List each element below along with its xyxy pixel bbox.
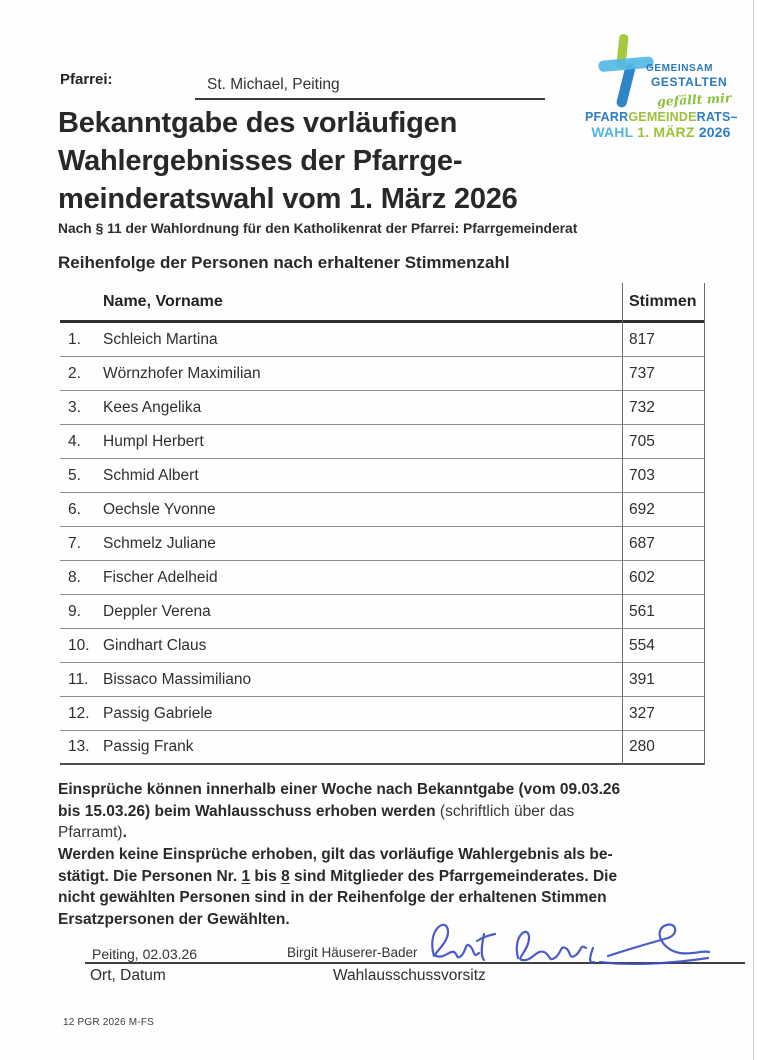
header-votes-cell: Stimmen — [629, 292, 697, 310]
row-votes-cell: 687 — [629, 534, 655, 552]
row-name-cell: Humpl Herbert — [103, 432, 204, 450]
row-name-cell: Passig Frank — [103, 738, 194, 755]
table-row — [60, 425, 705, 459]
pfarrei-underline — [195, 98, 545, 100]
signature-handwriting — [418, 906, 713, 984]
header-name-cell: Name, Vorname — [103, 292, 223, 310]
paragraph-line — [58, 801, 710, 823]
paragraph-line — [58, 822, 710, 844]
text-segment: nicht gewählten Personen sind in der Reihenfolge der erhaltenen Stimmen — [58, 889, 607, 906]
row-rank-cell: 11. — [68, 670, 89, 688]
row-votes-cell: 391 — [629, 670, 655, 688]
row-votes-cell: 692 — [629, 500, 655, 518]
row-name-cell: Passig Gabriele — [103, 704, 213, 722]
text-segment: 2026 — [698, 124, 731, 140]
text-segment: GEMEINDE — [628, 110, 697, 124]
row-votes-cell: 732 — [629, 398, 655, 416]
table-row — [60, 323, 705, 357]
table-right-border — [704, 283, 705, 765]
row-votes-cell: 561 — [629, 602, 655, 620]
text-segment: stätigt. Die Personen Nr. — [58, 867, 242, 885]
section-heading: Reihenfolge der Personen nach erhaltener Stimmenzahl — [58, 253, 510, 272]
paragraph-line — [58, 866, 710, 888]
row-name-cell: Bissaco Massimiliano — [103, 670, 252, 688]
text-segment: Werden keine Einsprüche erhoben, gilt das vorläufige Wahlergebnis als be- — [58, 846, 613, 863]
row-rank-cell: 8. — [68, 568, 81, 586]
text-segment: (schriftlich über das — [439, 802, 575, 820]
title-line-1: Bekanntgabe des vorläufigen — [58, 107, 458, 139]
logo-text-gestalten: GESTALTEN — [651, 75, 728, 89]
table-row — [60, 731, 705, 765]
table-row — [60, 595, 705, 629]
table-body — [60, 323, 705, 765]
text-segment: Ersatzpersonen der Gewählten. — [58, 910, 290, 928]
row-votes-cell: 737 — [629, 364, 655, 382]
row-rank-cell: 12. — [68, 704, 90, 722]
paragraph-line — [58, 779, 710, 801]
table-row — [60, 357, 705, 391]
text-segment: 8 — [281, 867, 290, 885]
table-header-row — [60, 283, 705, 323]
text-segment: sind Mitglieder des Pfarrgemeinderates. Die — [289, 867, 618, 885]
row-rank-cell: 1. — [68, 330, 81, 348]
row-name-cell: Schmelz Juliane — [103, 534, 216, 552]
text-segment: PFARR — [585, 110, 629, 124]
pfarrei-label: Pfarrei: — [60, 71, 113, 88]
row-rank-cell: 2. — [68, 364, 81, 382]
row-votes-cell: 554 — [629, 636, 655, 654]
row-votes-cell: 280 — [629, 738, 655, 755]
row-votes-cell: 327 — [629, 704, 655, 722]
table-row — [60, 663, 705, 697]
row-votes-cell: 705 — [629, 432, 655, 450]
row-name-cell: Schleich Martina — [103, 330, 218, 348]
table-row — [60, 527, 705, 561]
signer-role: Wahlausschussvorsitz — [333, 967, 486, 984]
results-table — [60, 283, 705, 765]
text-segment: 1 — [241, 867, 251, 885]
text-segment: RATS– — [696, 110, 738, 124]
logo-tagline: gefällt mir — [656, 90, 732, 109]
form-code: 12 PGR 2026 M-FS — [63, 1017, 155, 1028]
table-row — [60, 629, 705, 663]
place-date: Peiting, 02.03.26 — [92, 946, 198, 962]
row-name-cell: Oechsle Yvonne — [103, 500, 216, 518]
row-rank-cell: 4. — [68, 432, 81, 450]
row-name-cell: Deppler Verena — [103, 602, 211, 620]
text-segment: bis 15.03.26) beim Wahlausschuss erhoben werden — [58, 802, 440, 820]
pfarrei-value: St. Michael, Peiting — [207, 76, 340, 93]
text-segment: Pfarramt) — [58, 824, 123, 841]
table-column-separator — [622, 283, 623, 765]
row-rank-cell: 7. — [68, 534, 81, 552]
table-row — [60, 391, 705, 425]
logo-text-gemeinsam: GEMEINSAM — [646, 63, 714, 74]
text-segment: . — [122, 824, 127, 841]
text-segment: Einsprüche können innerhalb einer Woche nach Bekanntgabe (vom 09.03.26 — [58, 781, 621, 798]
table-row — [60, 493, 705, 527]
document-subtitle: Nach § 11 der Wahlordnung für den Katholikenrat der Pfarrei: Pfarrgemeinderat — [58, 221, 578, 236]
text-segment: bis — [250, 867, 282, 885]
scan-edge-line — [753, 0, 754, 1060]
table-row — [60, 561, 705, 595]
row-name-cell: Wörnzhofer Maximilian — [103, 364, 261, 382]
title-line-2: Wahlergebnisses der Pfarrge- — [58, 145, 463, 177]
signer-name: Birgit Häuserer-Bader — [287, 945, 418, 960]
text-segment: WAHL — [591, 124, 638, 140]
row-votes-cell: 817 — [629, 330, 655, 348]
table-row — [60, 697, 705, 731]
objection-paragraph — [58, 779, 710, 844]
row-rank-cell: 9. — [68, 602, 81, 620]
title-line-3: meinderatswahl vom 1. März 2026 — [58, 183, 518, 215]
row-rank-cell: 5. — [68, 466, 81, 484]
row-votes-cell: 602 — [629, 568, 655, 586]
row-votes-cell: 703 — [629, 466, 655, 484]
row-name-cell: Schmid Albert — [103, 466, 199, 484]
row-rank-cell: 3. — [68, 398, 81, 416]
paragraph-line — [58, 844, 710, 866]
text-segment: 1. MÄRZ — [637, 124, 699, 140]
row-rank-cell: 10. — [68, 636, 90, 654]
document-title — [58, 104, 618, 218]
row-name-cell: Gindhart Claus — [103, 636, 207, 654]
row-rank-cell: 6. — [68, 500, 81, 518]
row-name-cell: Fischer Adelheid — [103, 568, 218, 586]
table-row — [60, 459, 705, 493]
place-date-label: Ort, Datum — [90, 967, 166, 984]
row-rank-cell: 13. — [68, 738, 90, 755]
row-name-cell: Kees Angelika — [103, 398, 202, 416]
